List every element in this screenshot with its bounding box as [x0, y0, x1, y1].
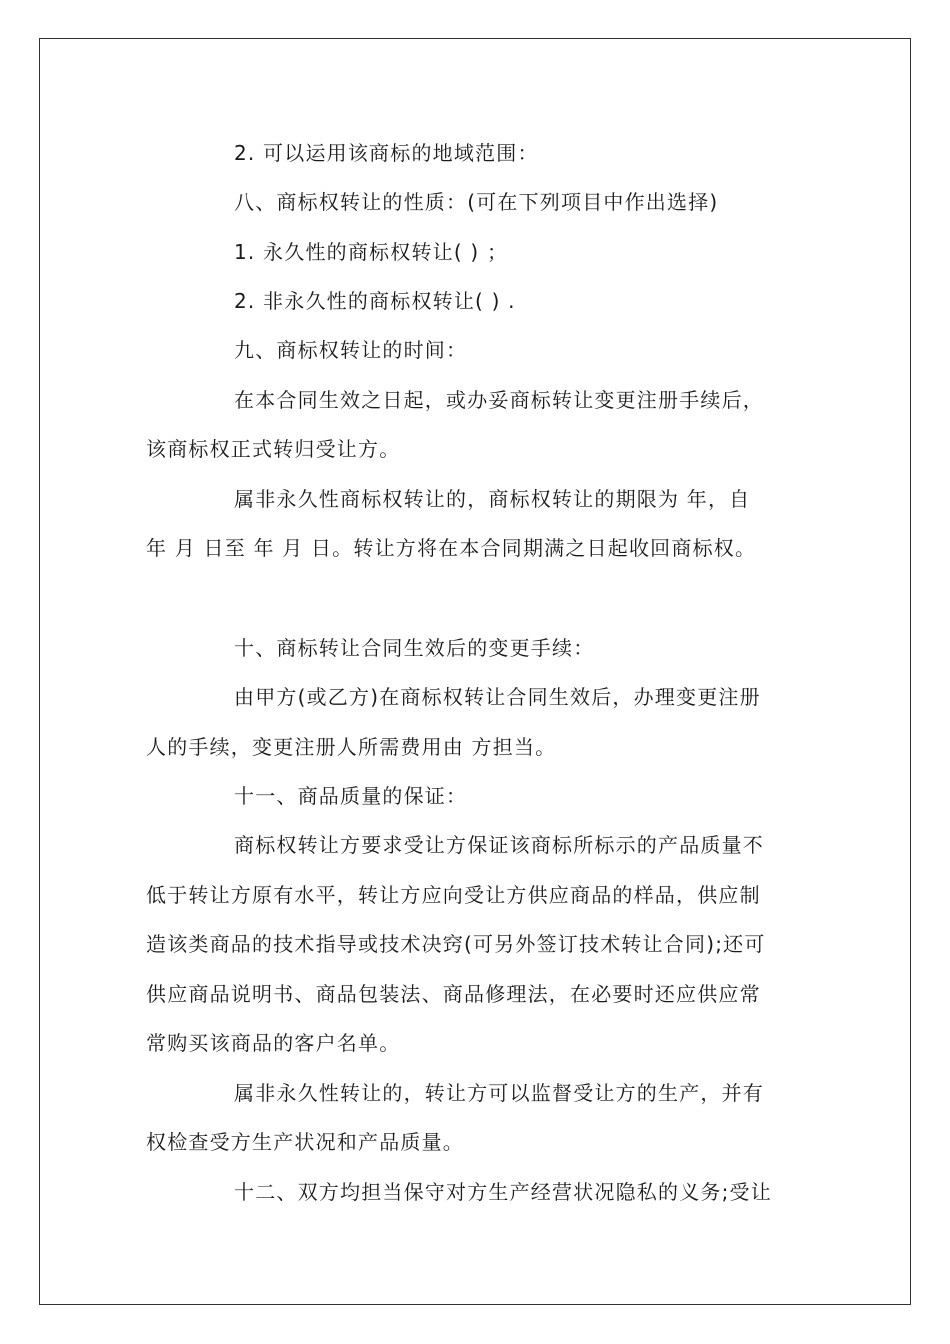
text-line: 在本合同生效之日起，或办妥商标转让变更注册手续后， [234, 388, 764, 412]
text-line: 人的手续，变更注册人所需费用由 方担当。 [146, 735, 557, 759]
section-heading: 八、商标权转让的性质：(可在下列项目中作出选择) [234, 190, 719, 214]
text-line: 由甲方(或乙方)在商标权转让合同生效后，办理变更注册 [234, 685, 761, 709]
section-heading: 九、商标权转让的时间： [234, 338, 468, 362]
text-line: 年 月 日至 年 月 日。转让方将在本合同期满之日起收回商标权。 [146, 536, 757, 560]
section-heading: 十、商标转让合同生效后的变更手续： [234, 636, 595, 660]
text-line: 低于转让方原有水平，转让方应向受让方供应商品的样品，供应制 [146, 883, 761, 907]
text-line: 属非永久性转让的，转让方可以监督受让方的生产，并有 [234, 1081, 764, 1105]
text-line: 常购买该商品的客户名单。 [146, 1031, 401, 1055]
text-line: 1. 永久性的商标权转让( ) ； [234, 240, 509, 264]
section-heading: 十二、双方均担当保守对方生产经营状况隐私的义务;受让 [234, 1180, 772, 1204]
text-line: 供应商品说明书、商品包装法、商品修理法，在必要时还应供应常 [146, 982, 761, 1006]
text-line: 权检查受方生产状况和产品质量。 [146, 1130, 464, 1154]
text-line: 2. 非永久性的商标权转让( ) . [234, 289, 516, 313]
text-line: 造该类商品的技术指导或技术决窍(可另外签订技术转让合同);还可 [146, 932, 766, 956]
text-line: 属非永久性商标权转让的，商标权转让的期限为 年，自 [234, 487, 751, 511]
text-line: 商标权转让方要求受让方保证该商标所标示的产品质量不 [234, 833, 764, 857]
text-line: 2. 可以运用该商标的地域范围： [234, 141, 539, 165]
text-line: 该商标权正式转归受让方。 [146, 437, 401, 461]
page-border [39, 38, 911, 1305]
section-heading: 十一、商品质量的保证： [234, 784, 468, 808]
